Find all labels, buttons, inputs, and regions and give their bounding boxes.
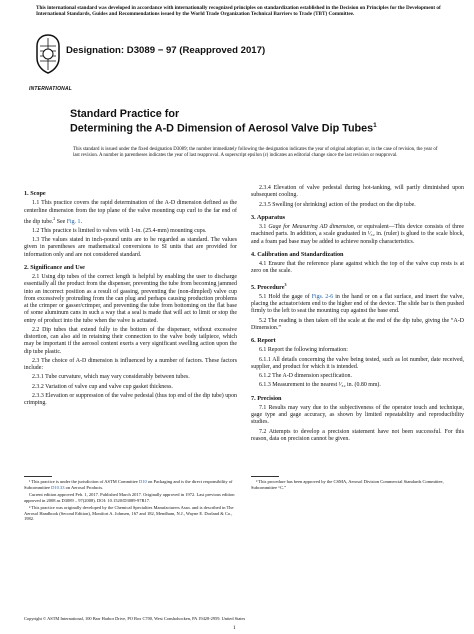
para-2-3-2: 2.3.2 Variation of valve cup and valve cup gasket thickness.: [32, 383, 173, 390]
para-2-3-4: 2.3.4 Elevation of valve pedestal during hot-tanking, will partly diminished upon subsequent cooling.: [251, 185, 464, 199]
section-heading-calibration: 4. Calibration and Standardization: [251, 250, 344, 258]
para-1-2: 1.2 This practice is limited to valves with 1-in. (25.4-mm) mounting cups.: [32, 227, 207, 234]
title-text: Determining the A-D Dimension of Aerosol Valve Dip Tubes: [70, 122, 374, 135]
para-6-1: 6.1 Report the following information:: [259, 347, 348, 354]
para-2-3-3: 2.3.3 Elevation or suppression of the valve pedestal (thus top end of the dip tube) upon crimping.: [24, 392, 237, 407]
section-heading-scope: 1. Scope: [24, 190, 46, 197]
para-1-3: 1.3 The values stated in inch-pound units are to be regarded as standard. The values given in parentheses are mathematical conversions to SI units that are provided for information only and are not considered standard.: [24, 237, 237, 258]
copyright-line: Copyright © ASTM International, 100 Barr Harbor Drive, PO Box C700, West Conshohocken, PA 19428-2959. United States: [24, 616, 246, 621]
footnote-3: ³ This procedure has been approved by the CSMA, Aerosol Division Commercial Standards Committee, Subcommittee “C.”: [251, 479, 444, 490]
para-1-1-text: 1.1 This practice covers the rapid determination of the A-D dimension defined as the centerline dimension from the top plane of the valve mounting cup curl to the far end of the dip tube.: [24, 200, 237, 225]
para-3-1-text: , or equivalent—This device consists of three machined parts. In addition, a scale graduated in ¹⁄₃₂ in. (ruler) is glued to the scale block, and a foam pad base may be added to achieve nonslip characteristics.: [251, 224, 464, 245]
para-5-1: [251, 294, 464, 316]
committee-d10-link[interactable]: D10: [139, 479, 147, 484]
footnote-divider-right: [251, 476, 279, 477]
title-footnote-mark: 1: [373, 122, 377, 129]
standard-issuance-note: This standard is issued under the fixed designation D3089; the number immediately following the designation indicates the year of original adoption or, in the case of revision, the year of last revision. A number in parentheses indicates the year of last reapproval. A superscript epsilon (ε) indicates an editorial change since the last revision or reapproval.: [73, 147, 438, 159]
section-heading-precision: 7. Precision: [251, 394, 282, 402]
footnote-1: [24, 479, 237, 491]
section-heading-report: 6. Report: [251, 337, 276, 345]
designation: Designation: D3089 − 97 (Reapproved 2017): [66, 45, 266, 56]
para-5-1-rest: in the hand or on a flat surface, and insert the valve, placing the actuator/stem end to the higher end of the device. The slide bar is then pushed firmly to the left to seat the mounting cup against the base end.: [251, 293, 464, 315]
para-6-1-1: 6.1.1 All details concerning the valve being tested, such as lot number, date received, supplier, and product for which it is intended.: [251, 356, 464, 370]
para-3-1-num: 3.1: [259, 224, 269, 230]
section-heading-significance: 2. Significance and Use: [24, 263, 85, 271]
section-heading-procedure: [251, 281, 464, 291]
footnote-1-b: on Packaging and is the direct responsibility of Subcommittee: [24, 479, 233, 490]
footnote-mark-2: 2: [53, 215, 56, 221]
para-5-2: 5.2 The reading is then taken off the scale at the end of the dip tube, giving the “A-D Dimension.”: [251, 317, 464, 331]
document-title: [70, 108, 430, 135]
para-2-3-1: 2.3.1 Tube curvature, which may vary considerably between tubes.: [32, 374, 190, 381]
left-column: [24, 185, 237, 409]
para-2-3-5: 2.3.5 Swelling (or shrinking) action of the product on the dip tube.: [259, 201, 416, 208]
para-6-1-3: 6.1.3 Measurement to the nearest ¹⁄₃₂ in. (0.80 mm).: [259, 382, 381, 389]
para-7-2: 7.2 Attempts to develop a precision statement have not been successful. For this reason, data on precision cannot be given.: [251, 428, 464, 442]
footnote-divider-left: [24, 476, 52, 477]
footnote-1-c: on Aerosol Products.: [64, 484, 104, 490]
title-line-1: Standard Practice for: [70, 108, 180, 120]
footnote-1-edition: Current edition approved Feb. 1, 2017. Published March 2017. Originally approved in 1972. Last previous edition approved in 2008 as D3089 – 97(2008). DOI: 10.1520/D3089-97R17.: [24, 491, 235, 503]
right-column: [251, 185, 464, 445]
logo-wordmark: INTERNATIONAL: [29, 86, 73, 92]
footnote-2: ² This practice was originally developed by the Chemical Specialties Manufacturers Assn. and is described in The Aerosol Handbook (Second Edition), Montfort A. Johnsen, 167 and 182, Mendham, N.J., Wayne E. Dorland & Co., 1982.: [24, 504, 234, 522]
figure-1-link[interactable]: Fig. 1: [66, 218, 81, 225]
para-1-1-end: .: [80, 218, 82, 225]
para-1-1: [24, 200, 237, 226]
para-5-1-start: 5.1 Hold the gage of: [259, 293, 312, 300]
figures-2-6-link[interactable]: Figs. 2-6: [311, 293, 334, 300]
astm-logo: [35, 34, 61, 74]
top-notice: This international standard was developed in accordance with internationally recognized principles on standardization established in the Decision on Principles for the Development of International Standards, Guides and Recommendations issued by the World Trade Organization Technical Barriers to Trade (TBT) Committee.: [36, 5, 441, 18]
footnote-mark-3: 3: [284, 281, 287, 287]
para-2-2: 2.2 Dip tubes that extend fully to the bottom of the dispenser, without excessive distortion, can also aid in retaining their connection to the valve body tailpiece, which may be important if the aerosol content exerts a very significant swelling action upon the dip tube plastic.: [24, 326, 237, 355]
para-6-1-2: 6.1.2 The A-D dimension specification.: [259, 373, 352, 380]
para-1-1-see: See: [55, 218, 67, 225]
footnotes-right: [251, 479, 464, 492]
para-7-1: 7.1 Results may vary due to the subjectiveness of the operator touch and technique, gage type and gage accuracy, as shown by limited repeatability and reproducibility studies.: [251, 404, 464, 426]
para-4-1: 4.1 Ensure that the reference plane against which the top of the valve cup rests is at zero on the scale.: [251, 261, 464, 275]
procedure-heading-text: 5. Procedure: [251, 283, 285, 291]
footnote-1-a: ¹ This practice is under the jurisdiction of ASTM Committee: [29, 479, 139, 484]
footnotes-left: [24, 479, 237, 523]
para-2-1: 2.1 Using dip tubes of the correct length is helpful by enabling the user to discharge essentially all the product from the dispenser, preventing the tube from becoming jammed into an incorrect position as a result of gassing, preventing the (non-dimpled) valve cup from excessively protruding from the can plug and perhaps causing production problems at the crimper or gasser/crimper, and preventing the tube from bottoming on the flat base of some aluminum cans in such a way that a seal is made that will act to limit or stop the entry of product into the tube when the valve is actuated.: [24, 274, 237, 324]
para-3-1: [251, 224, 464, 246]
section-heading-apparatus: 3. Apparatus: [251, 213, 286, 221]
title-line-2: [70, 120, 430, 135]
subcommittee-d10-33-link[interactable]: D10.33: [51, 484, 65, 490]
para-2-3: 2.3 The choice of A-D dimension is influenced by a number of factors. These factors include:: [24, 357, 237, 372]
para-3-1-term: Gage for Measuring AD dimension: [268, 224, 354, 230]
page-number: 1: [233, 625, 236, 631]
